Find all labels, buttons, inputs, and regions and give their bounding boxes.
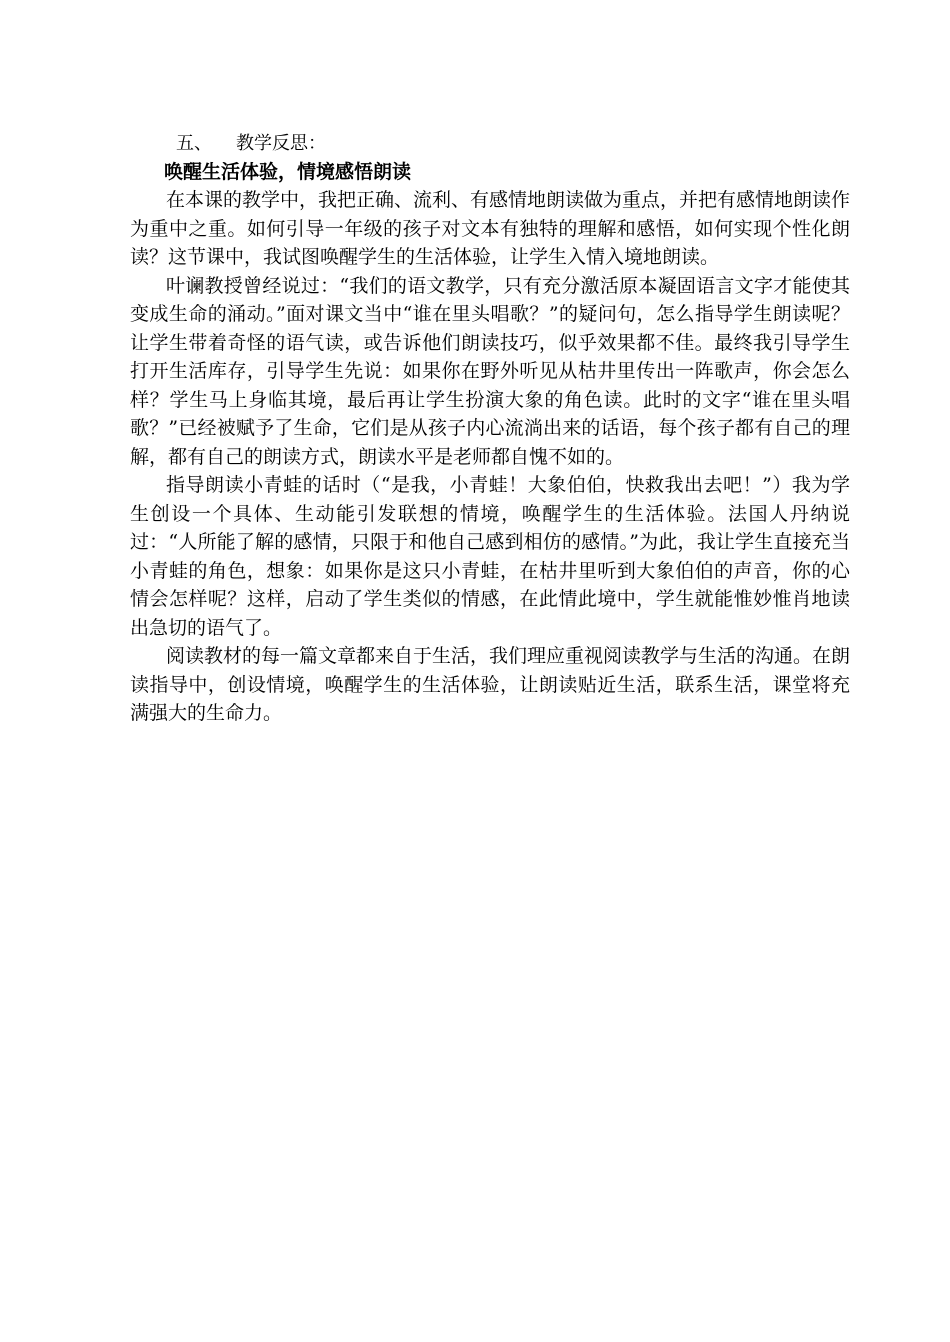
section-heading	[176, 130, 850, 158]
paragraph-conclusion: 阅读教材的每一篇文章都来自于生活，我们理应重视阅读教学与生活的沟通。在朗读指导中，创设情境，唤醒学生的生活体验，让朗读贴近生活，联系生活，课堂将充满强大的生命力。	[130, 645, 851, 724]
paragraph-intro: 在本课的教学中，我把正确、流利、有感情地朗读做为重点，并把有感情地朗读作为重中之重。如何引导一年级的孩子对文本有独特的理解和感悟，如何实现个性化朗读？这节课中，我试图唤醒学生的生活体验，让学生入情入境地朗读。	[130, 189, 851, 268]
paragraph-frog-reading: 指导朗读小青蛙的话时（“是我，小青蛙！大象伯伯，快救我出去吧！”）我为学生创设一个具体、生动能引发联想的情境，唤醒学生的生活体验。法国人丹纳说过：“人所能了解的感情，只限于和他自己感到相仿的感情。”为此，我让学生直接充当小青蛙的角色，想象：如果你是这只小青蛙，在枯井里听到大象伯伯的声音，你的心情会怎样呢？这样，启动了学生类似的情感，在此情此境中，学生就能惟妙惟肖地读出急切的语气了。	[130, 474, 850, 639]
paragraph-ye-lan-quote: 叶谰教授曾经说过：“我们的语文教学，只有充分激活原本凝固语言文字才能使其变成生命的涌动。”面对课文当中“谁在里头唱歌？”的疑问句，怎么指导学生朗读呢？让学生带着奇怪的语气读，或告诉他们朗读技巧，似乎效果都不佳。最终我引导学生打开生活库存，引导学生先说：如果你在野外听见从枯井里传出一阵歌声，你会怎么样？学生马上身临其境，最后再让学生扮演大象的角色读。此时的文字“谁在里头唱歌？”已经被赋予了生命，它们是从孩子内心流淌出来的话语，每个孩子都有自己的理解，都有自己的朗读方式，朗读水平是老师都自愧不如的。	[130, 274, 850, 468]
section-number: 五、	[176, 133, 212, 154]
document-body	[130, 130, 850, 728]
section-title: 教学反思：	[236, 133, 326, 154]
subtitle: 唤醒生活体验，情境感悟朗读	[164, 161, 412, 183]
